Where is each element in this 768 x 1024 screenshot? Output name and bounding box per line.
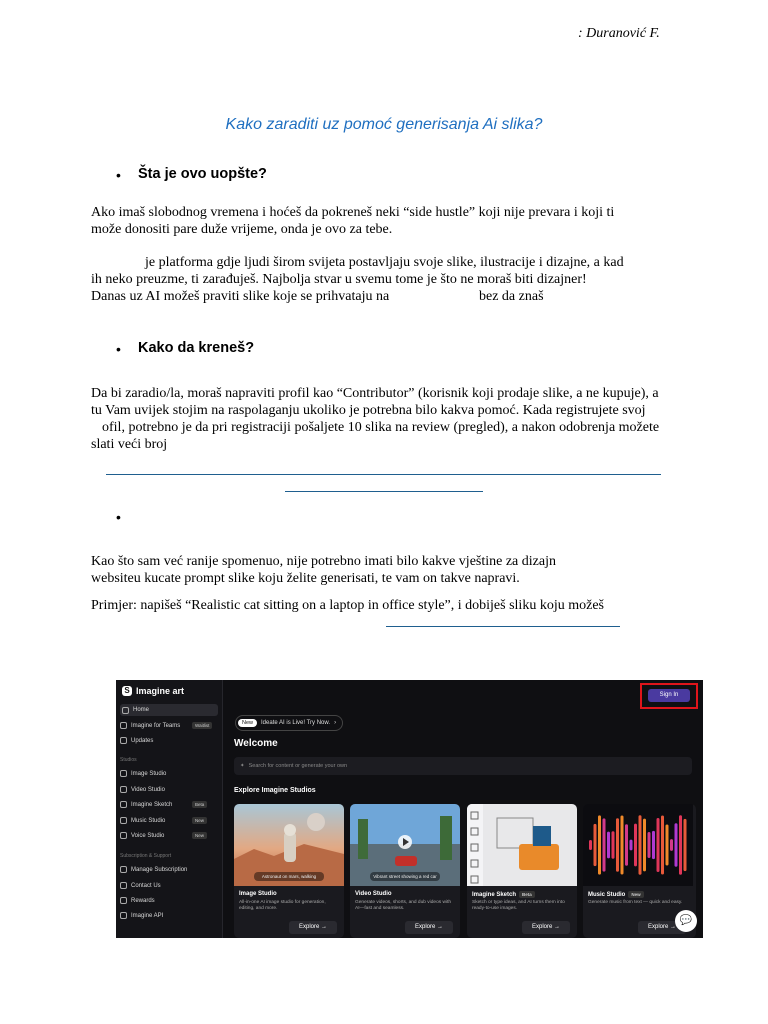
section-heading-what: Šta je ovo uopšte? [138,166,267,182]
waveform-bar [675,823,678,866]
sidebar-item-label: Rewards [131,897,155,904]
sidebar-item-teams[interactable] [120,722,180,729]
card-title: Imagine Sketch Beta [472,891,535,898]
section-label: Studios [120,757,137,763]
announcement-text: Ideate AI is Live! Try Now. [261,720,331,726]
waveform-bar [630,840,633,851]
paragraph-line: bez da znaš [479,289,544,304]
explore-button[interactable]: Explore → [289,921,337,934]
link-underline [106,474,661,475]
mail-icon [120,882,127,889]
app-screenshot [116,680,703,938]
card-description: Generate music from text — quick and easy. [588,900,683,905]
chat-icon[interactable]: 💬 [675,910,697,932]
sidebar-item-label: Image Studio [131,770,167,777]
app-logo[interactable] [122,686,184,696]
waveform-bar [657,818,660,872]
sidebar-item-contact[interactable] [120,882,161,889]
waveform-bar [679,815,682,875]
explore-button[interactable]: Explore → [405,921,453,934]
beta-badge: Beta [519,891,535,898]
sidebar-item-sketch[interactable] [120,801,172,808]
waveform-bar [684,819,687,871]
sidebar-item-label: Voice Studio [131,832,165,839]
brand-name: Imagine art [136,686,185,696]
card-description: Sketch or type ideas, and AI turns them into ready-to-use images. [472,900,565,911]
chevron-right-icon: › [334,720,337,726]
sidebar-item-api[interactable] [120,912,163,919]
card-image [467,804,577,886]
waveform-bar [621,815,624,874]
gift-icon [120,897,127,904]
sidebar-item-label: Contact Us [131,882,161,889]
sidebar-item-label: Imagine Sketch [131,801,173,808]
sidebar-item-voice[interactable] [120,832,164,839]
sidebar-item-label: Music Studio [131,817,166,824]
bell-icon [120,737,127,744]
document-title: Kako zaraditi uz pomoć generisanja Ai slika? [225,116,543,133]
sidebar-item-label: Home [133,707,150,713]
waveform-bar [612,831,615,859]
sidebar-item-label: Manage Subscription [131,866,188,873]
video-icon [120,786,127,793]
sidebar-item-image-studio[interactable] [120,770,166,777]
card-description: All-in-one AI image studio for generation, editing, and more. [239,900,326,911]
image-icon [120,770,127,777]
sidebar-item-home[interactable] [120,704,218,716]
paragraph-line: ih neko preuzme, ti zarađuješ. Najbolja stvar u svemu tome je što ne moraš biti dizajner! [91,272,587,287]
sidebar-item-label: Imagine API [131,912,164,919]
paragraph-line: je platforma gdje ljudi širom svijeta postavljaju svoje slike, ilustracije i dizajne, a kad [145,255,624,270]
waveform-bar [670,839,673,851]
sidebar-item-rewards[interactable] [120,897,155,904]
waveform-bar [648,832,651,858]
explore-heading: Explore Imagine Studios [234,787,316,794]
studio-card-image[interactable] [234,804,344,938]
app-sidebar [116,680,223,938]
sidebar-item-label: Video Studio [131,786,165,793]
sidebar-item-manage[interactable] [120,866,187,873]
waveform-bar [616,818,619,872]
prompt-caption: Astronaut on mars, walking [254,872,324,881]
paragraph-line: Danas uz AI možeš praviti slike koje se prihvataju na [91,289,390,304]
link-underline [285,491,483,492]
card-description: Generate videos, shorts, and dub videos with AI—fast and seamless. [355,900,451,911]
section-heading-start: Kako da kreneš? [138,340,255,356]
new-badge: New [628,891,643,898]
waveform-bar [639,815,642,874]
explore-button[interactable]: Explore → [522,921,570,934]
home-icon [122,707,129,714]
paragraph-line: može donositi pare duže vrijeme, onda je ovo za tebe. [91,222,393,237]
paragraph-line: Ako imaš slobodnog vremena i hoćeš da pokreneš neki “side hustle” koji nije prevara i koji ti [91,205,615,220]
sidebar-item-label: Imagine for Teams [131,722,181,729]
studio-card-sketch[interactable] [467,804,577,938]
new-badge: New [192,832,207,839]
waveform-bar [594,824,597,866]
waveform-bar [661,816,664,875]
waveform-bar [603,818,606,871]
card-icon [120,866,127,873]
team-icon [120,722,127,729]
link-underline [386,626,620,627]
sidebar-item-label: Updates [131,737,154,744]
paragraph-line: Kao što sam već ranije spomenuo, nije potrebno imati bilo kakve vještine za dizajn [91,554,556,569]
waveform-bar [625,824,628,866]
code-icon [120,912,127,919]
waveform-bar [652,831,655,859]
mic-icon [120,832,127,839]
sign-in-button[interactable]: Sign In [648,689,690,702]
card-title: Image Studio [239,891,277,897]
new-badge: New [192,817,207,824]
waitlist-badge: Waitlist [192,722,212,729]
search-placeholder: Search for content or generate your own [248,763,348,769]
waveform-bar [607,832,610,859]
waveform-bar [589,840,592,850]
paragraph-line: tu Vam uvijek stojim na raspolaganju ukoliko je potrebna bilo kakva pomoć. Kada registrujete svoj [91,403,646,418]
music-icon [120,817,127,824]
announcement-pill[interactable] [235,715,343,731]
beta-badge: Beta [192,801,207,808]
new-badge: New [238,719,257,727]
bullet-dot: • [116,341,121,357]
waveform-bar [643,819,646,872]
paragraph-line: slati veći broj [91,437,168,452]
paragraph-line: Da bi zaradio/la, moraš napraviti profil kao “Contributor” (korisnik koji prodaje slike, a ne kupuje), a [91,386,659,401]
paragraph-line: ofil, potrebno je da pri registraciji pošaljete 10 slika na review (pregled), a nakon odobrenja možete [102,420,660,435]
prompt-caption: Vibrant street showing a red car [370,872,440,881]
sidebar-item-updates[interactable] [120,737,153,744]
section-label: Subscription & Support [120,853,172,859]
paragraph-line: Primjer: napišeš “Realistic cat sitting on a laptop in office style”, i dobiješ sliku koju možeš [91,598,604,613]
welcome-heading: Welcome [234,738,278,749]
logo-icon: S [122,686,132,696]
bullet-dot: • [116,509,121,525]
studio-card-video[interactable] [350,804,460,938]
sidebar-item-video-studio[interactable] [120,786,165,793]
card-title: Video Studio [355,891,392,897]
card-image [583,804,693,886]
paragraph-line: websiteu kucate prompt slike koju želite generisati, te vam on takve napravi. [91,571,520,586]
sparkle-icon: ✦ [240,763,245,769]
author-name: : Duranović F. [578,26,660,41]
waveform-bar [634,824,637,867]
card-title: Music Studio New [588,891,644,898]
explore-button[interactable]: Explore → [638,921,686,934]
waveform-bar [666,825,669,866]
bullet-dot: • [116,167,121,183]
waveform-bar [598,815,601,874]
search-input[interactable] [234,757,692,775]
pen-icon [120,801,127,808]
sidebar-item-music[interactable] [120,817,165,824]
